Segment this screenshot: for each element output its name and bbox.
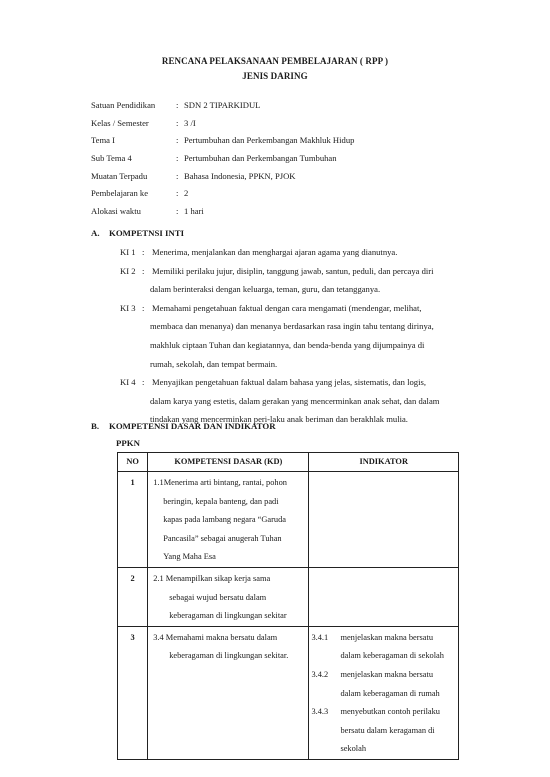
table-row	[118, 472, 459, 568]
info-label: Kelas / Semester	[91, 117, 149, 128]
row-number-cell	[118, 472, 148, 568]
ki-text-continued: dalam karya yang estetis, dalam gerakan yang mencerminkan anak sehat, dan dalam	[150, 395, 440, 406]
info-label: Pembelajaran ke	[91, 188, 149, 199]
info-value: Pertumbuhan dan Perkembangan Tumbuhan	[184, 153, 337, 164]
ki-text-continued: membaca dan menanya) dan menanya berdasarkan rasa ingin tahu tentang dirinya,	[150, 321, 434, 332]
colon: :	[176, 153, 179, 164]
section-letter: A.	[91, 228, 100, 238]
row-number: 3	[130, 632, 135, 642]
ki-text: Memahami pengetahuan faktual dengan cara mengamati (mendengar, melihat,	[152, 302, 422, 313]
ki-label: KI 1	[120, 247, 136, 257]
info-label: Muatan Terpadu	[91, 170, 148, 181]
ki-text: Menerima, menjalankan dan menghargai ajaran agama yang dianutnya.	[152, 247, 398, 257]
column-header-no: NO	[118, 453, 148, 472]
ki-text-continued: makhluk ciptaan Tuhan dan kegiatannya, dan benda-benda yang dijumpainya di	[150, 339, 425, 350]
ki-2	[120, 262, 458, 281]
colon: :	[142, 377, 145, 388]
kd-line: sebagai wujud bersatu dalam	[169, 592, 267, 602]
table-header-row	[118, 453, 459, 472]
ki-label: KI 2	[120, 265, 136, 276]
ki-label: KI 4	[120, 377, 136, 388]
kd-indicator-table	[117, 452, 459, 760]
info-label: Satuan Pendidikan	[91, 100, 156, 110]
colon: :	[176, 188, 179, 199]
ki-text-continued: tindakan yang mencerminkan peri-laku anak beriman dan berakhlak mulia.	[150, 414, 408, 425]
kd-cell	[148, 567, 309, 626]
indicator-item	[311, 666, 454, 703]
row-number: 2	[130, 573, 135, 583]
ki-3	[120, 299, 458, 318]
kd-line: keberagaman di lingkungan sekitar	[169, 611, 287, 621]
kd-cell	[148, 472, 309, 568]
kd-line: 3.4 Memahami makna bersatu dalam	[153, 632, 278, 642]
colon: :	[176, 135, 179, 146]
indicator-code: 3.4.1	[311, 632, 329, 642]
section-b-heading	[91, 421, 276, 431]
colon: :	[142, 247, 145, 257]
row-number-cell	[118, 626, 148, 759]
section-title: KOMPETENSI DASAR DAN INDIKATOR	[109, 421, 276, 431]
indicator-cell	[309, 567, 459, 626]
table-row	[118, 567, 459, 626]
ki-text: Memiliki perilaku jujur, disiplin, tanggung jawab, santun, peduli, dan percaya diri	[152, 265, 434, 276]
ki-1	[120, 243, 458, 262]
row-number: 1	[130, 478, 135, 487]
indicator-line: bersatu dalam keragaman di	[340, 725, 435, 735]
section-letter: B.	[91, 421, 100, 431]
info-label: Sub Tema 4	[91, 153, 132, 164]
colon: :	[176, 206, 179, 217]
document-title: RENCANA PELAKSANAAN PEMBELAJARAN ( RPP )	[161, 56, 389, 66]
kd-line: beringin, kepala banteng, dan padi	[163, 496, 279, 506]
indicator-line: menjelaskan makna bersatu	[340, 632, 434, 642]
section-title: KOMPETNSI INTI	[109, 228, 185, 238]
table-row	[118, 626, 459, 759]
kd-line: Pancasila” sebagai anugerah Tuhan	[163, 533, 282, 543]
indicator-line: menyebutkan contoh perilaku	[340, 707, 440, 717]
indicator-line: dalam keberagaman di sekolah	[340, 651, 444, 661]
colon: :	[176, 170, 179, 181]
info-value: 1 hari	[184, 206, 204, 217]
colon: :	[176, 100, 179, 110]
section-a-heading	[91, 228, 184, 238]
column-header-kd: KOMPETENSI DASAR (KD)	[148, 453, 309, 472]
subject-label: PPKN	[116, 438, 140, 448]
info-label: Tema I	[91, 135, 115, 146]
indicator-code: 3.4.2	[311, 669, 329, 679]
row-number-cell	[118, 567, 148, 626]
info-value: 2	[184, 188, 189, 199]
indicator-item	[311, 703, 454, 759]
kd-line: keberagaman di lingkungan sekitar.	[169, 651, 289, 661]
colon: :	[142, 302, 145, 313]
colon: :	[142, 265, 145, 276]
info-value: SDN 2 TIPARKIDUL	[184, 100, 261, 110]
column-header-indicator: INDIKATOR	[309, 453, 459, 472]
ki-list	[120, 243, 458, 429]
kd-line: 2.1 Menampilkan sikap kerja sama	[153, 573, 271, 583]
info-value: 3 /I	[184, 117, 196, 128]
colon: :	[176, 117, 179, 128]
document-subtitle: JENIS DARING	[242, 71, 308, 81]
indicator-item	[311, 629, 454, 666]
ki-text: Menyajikan pengetahuan faktual dalam bahasa yang jelas, sistematis, dan logis,	[152, 377, 426, 388]
indicator-cell	[309, 472, 459, 568]
indicator-code: 3.4.3	[311, 707, 329, 717]
ki-4	[120, 373, 458, 392]
indicator-cell	[309, 626, 459, 759]
info-label: Alokasi waktu	[91, 206, 141, 217]
indicator-line: dalam keberagaman di rumah	[340, 688, 440, 698]
indicator-line: sekolah	[340, 744, 367, 754]
info-value: Bahasa Indonesia, PPKN, PJOK	[184, 170, 296, 181]
ki-text-continued: rumah, sekolah, dan tempat bermain.	[150, 358, 278, 369]
info-value: Pertumbuhan dan Perkembangan Makhluk Hidup	[184, 135, 355, 146]
indicator-line: menjelaskan makna bersatu	[340, 669, 434, 679]
kd-line: 1.1Menerima arti bintang, rantai, pohon	[153, 478, 287, 487]
kd-line: Yang Maha Esa	[163, 552, 216, 562]
kd-line: kapas pada lambang negara “Garuda	[163, 515, 286, 525]
ki-label: KI 3	[120, 302, 136, 313]
ki-text-continued: dalam berinteraksi dengan keluarga, teman, guru, dan tetangganya.	[150, 284, 381, 295]
kd-cell	[148, 626, 309, 759]
